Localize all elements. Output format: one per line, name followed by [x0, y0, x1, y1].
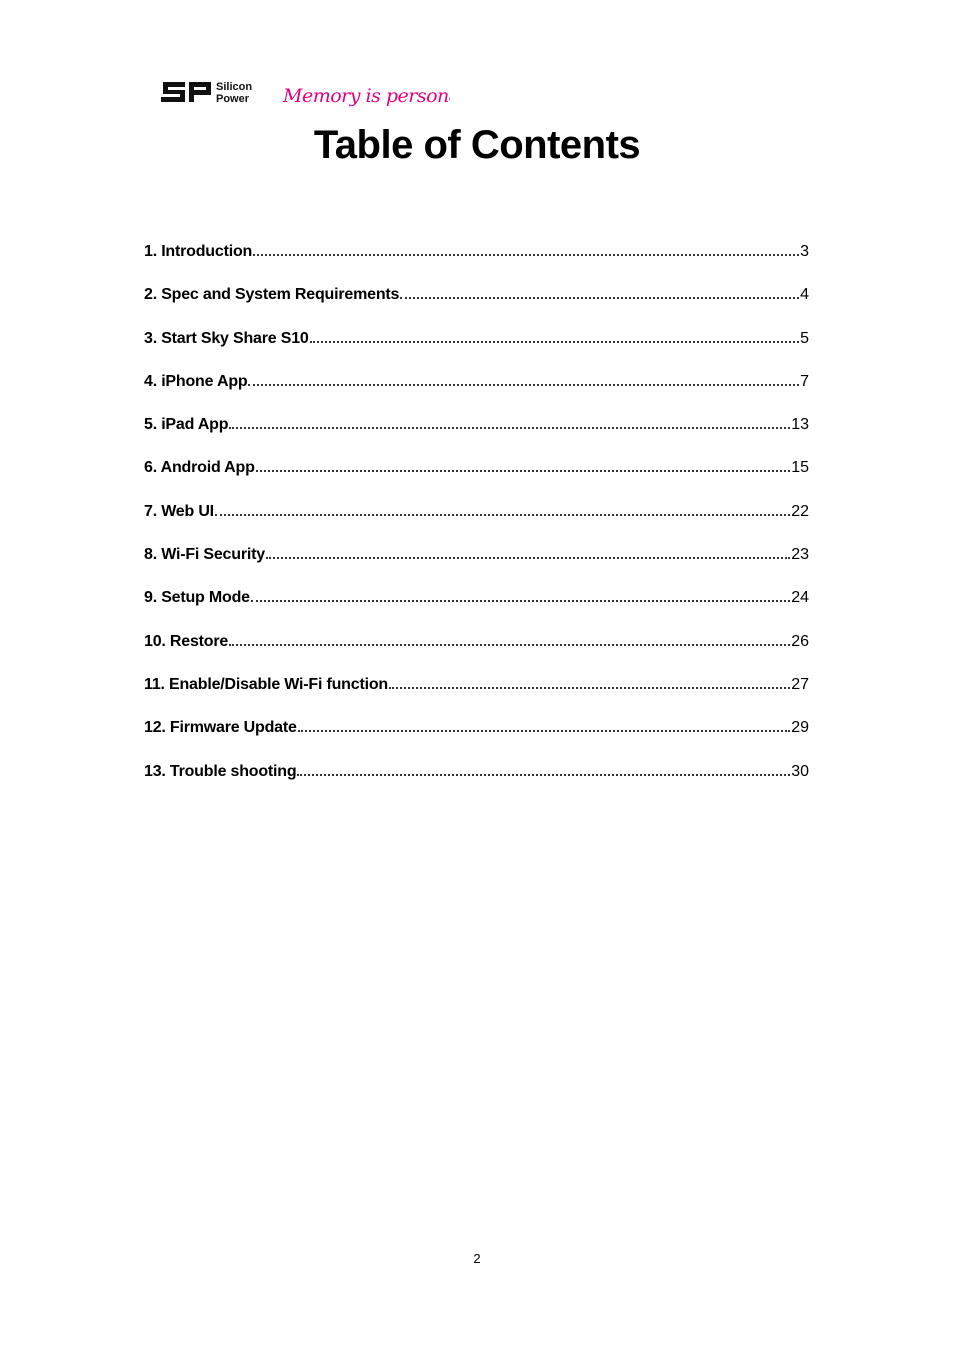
toc-entry-restore[interactable] [144, 630, 809, 673]
toc-entry-label: 1. Introduction [144, 243, 253, 260]
toc-entry-android-app[interactable] [144, 456, 809, 499]
toc-dot-leader [266, 545, 790, 559]
toc-entry-iphone-app[interactable] [144, 370, 809, 413]
toc-entry-page: 30 [791, 762, 809, 780]
toc-dot-leader [256, 458, 791, 472]
toc-entry-label: 2. Spec and System Requirements [144, 286, 400, 304]
toc-entry-label: 9. Setup Mode [144, 589, 250, 607]
toc-dot-leader [298, 718, 791, 732]
brand-line1: Silicon [216, 81, 253, 93]
toc-entry-trouble-shooting[interactable] [144, 760, 809, 803]
toc-entry-page: 22 [791, 502, 809, 520]
toc-entry-page: 24 [791, 589, 809, 607]
toc-entry-page: 27 [791, 675, 809, 693]
toc-entry-page: 7 [800, 372, 809, 390]
page-title: Table of Contents [313, 123, 641, 167]
toc-entry-label: 6. Android App [144, 459, 255, 477]
toc-entry-label: 11. Enable/Disable Wi-Fi function [144, 675, 388, 693]
toc-entry-wifi-security[interactable] [144, 543, 809, 586]
toc-entry-label: 12. Firmware Update [144, 719, 297, 737]
page-number: 2 [473, 1251, 481, 1266]
toc-entry-start[interactable] [144, 327, 809, 370]
toc-entry-web-ui[interactable] [144, 500, 809, 543]
toc-entry-page: 15 [791, 459, 809, 477]
toc-dot-leader [215, 502, 790, 516]
toc-dot-leader [253, 242, 799, 256]
brand-line2: Power [216, 93, 250, 105]
toc-dot-leader [389, 675, 790, 689]
toc-entry-page: 23 [791, 546, 809, 564]
toc-dot-leader [297, 762, 790, 776]
toc-entry-introduction[interactable] [144, 240, 809, 283]
toc-entry-page: 5 [800, 329, 809, 347]
toc-dot-leader [229, 415, 790, 429]
toc-entry-label: 5. iPad App [144, 416, 229, 434]
toc-entry-label: 7. Web UI [144, 502, 214, 520]
toc-entry-spec[interactable] [144, 283, 809, 326]
toc-dot-leader [400, 285, 799, 299]
toc-entry-label: 3. Start Sky Share S10 [144, 329, 309, 347]
toc-entry-label: 13. Trouble shooting [144, 762, 297, 780]
sp-logo-mark-icon [161, 82, 211, 102]
toc-entry-page: 3 [800, 243, 809, 260]
toc-entry-label: 4. iPhone App [144, 372, 248, 390]
toc-entry-label: 8. Wi-Fi Security [144, 546, 265, 564]
toc-entry-setup-mode[interactable] [144, 586, 809, 629]
table-of-contents [144, 240, 809, 803]
brand-slogan: Memory is personal [283, 85, 450, 107]
toc-entry-page: 4 [800, 286, 809, 304]
silicon-power-logo [160, 72, 450, 112]
toc-entry-ipad-app[interactable] [144, 413, 809, 456]
toc-dot-leader [229, 632, 790, 646]
toc-dot-leader [251, 588, 790, 602]
toc-dot-leader [248, 372, 799, 386]
toc-dot-leader [310, 329, 800, 343]
toc-entry-page: 13 [791, 416, 809, 434]
toc-entry-page: 26 [791, 632, 809, 650]
toc-entry-wifi-function[interactable] [144, 673, 809, 716]
toc-entry-label: 10. Restore [144, 632, 229, 650]
toc-entry-firmware-update[interactable] [144, 716, 809, 759]
toc-entry-page: 29 [791, 719, 809, 737]
